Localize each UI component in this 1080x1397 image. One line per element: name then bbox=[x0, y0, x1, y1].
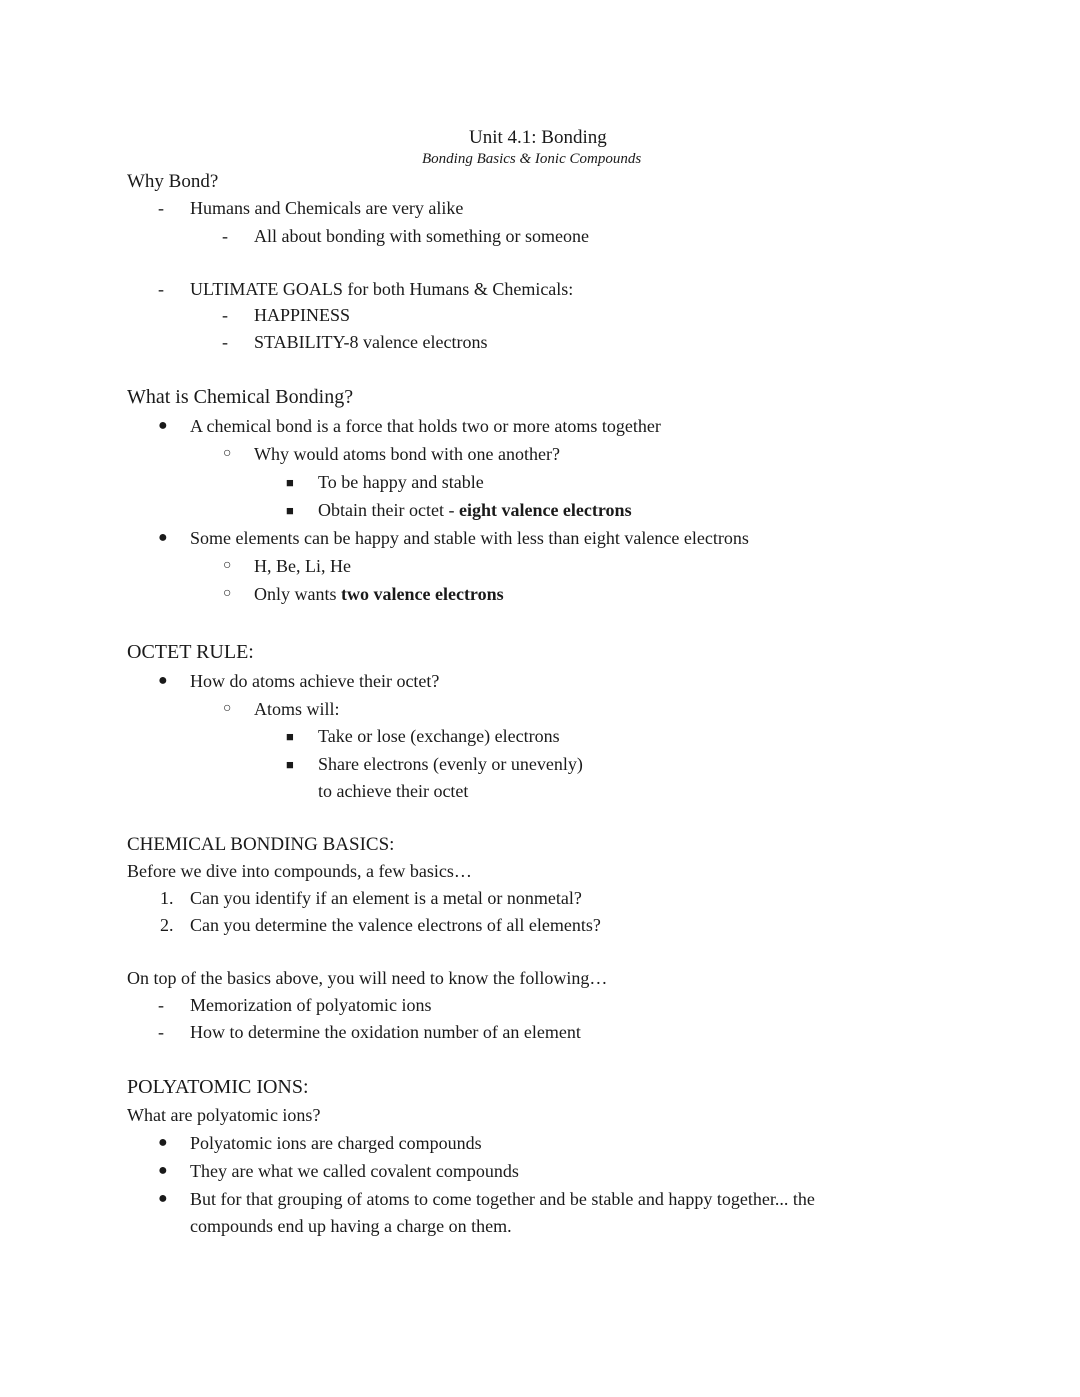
list-item-continuation: to achieve their octet bbox=[318, 781, 469, 801]
list-item bbox=[318, 501, 632, 519]
list-item: All about bonding with something or someone bbox=[254, 226, 589, 246]
list-number: 1. bbox=[160, 888, 174, 908]
list-item: How do atoms achieve their octet? bbox=[190, 671, 440, 691]
section-heading-why-bond: Why Bond? bbox=[127, 171, 219, 192]
dash-marker: - bbox=[158, 1022, 164, 1042]
paragraph-intro: Before we dive into compounds, a few basics… bbox=[127, 861, 472, 881]
list-item: Memorization of polyatomic ions bbox=[190, 995, 432, 1015]
emphasis-text: eight valence electrons bbox=[458, 500, 632, 520]
bullet-disc-marker: ● bbox=[158, 417, 168, 434]
bullet-square-marker: ■ bbox=[286, 729, 294, 744]
bullet-square-marker: ■ bbox=[286, 475, 294, 490]
list-item: HAPPINESS bbox=[254, 305, 351, 325]
list-item: Some elements can be happy and stable with less than eight valence electrons bbox=[190, 528, 749, 548]
bullet-disc-marker: ● bbox=[158, 1162, 168, 1179]
list-item-text: Obtain their octet - bbox=[318, 500, 459, 520]
bullet-square-marker: ■ bbox=[286, 757, 294, 772]
section-heading-polyatomic-ions: POLYATOMIC IONS: bbox=[127, 1076, 309, 1098]
list-item: Share electrons (evenly or unevenly) bbox=[318, 754, 583, 774]
list-item: To be happy and stable bbox=[318, 472, 484, 492]
dash-marker: - bbox=[158, 198, 164, 218]
list-item-text: Only wants bbox=[254, 584, 341, 604]
section-heading-basics: CHEMICAL BONDING BASICS: bbox=[127, 834, 395, 855]
dash-marker: - bbox=[222, 226, 228, 246]
bullet-disc-marker: ● bbox=[158, 672, 168, 689]
list-item: H, Be, Li, He bbox=[254, 556, 351, 576]
list-item: They are what we called covalent compounds bbox=[190, 1161, 519, 1181]
list-item: But for that grouping of atoms to come together and be stable and happy together... the bbox=[190, 1189, 815, 1209]
list-item: How to determine the oxidation number of an element bbox=[190, 1022, 581, 1042]
paragraph-question: What are polyatomic ions? bbox=[127, 1105, 321, 1125]
emphasis-text: two valence electrons bbox=[341, 584, 504, 604]
bullet-disc-marker: ● bbox=[158, 1134, 168, 1151]
list-item: Can you determine the valence electrons of all elements? bbox=[190, 915, 601, 935]
bullet-circle-marker: ○ bbox=[223, 558, 232, 573]
page-title: Unit 4.1: Bonding bbox=[469, 127, 607, 148]
dash-marker: - bbox=[158, 279, 164, 299]
list-number: 2. bbox=[160, 915, 174, 935]
bullet-circle-marker: ○ bbox=[223, 586, 232, 601]
list-item: Can you identify if an element is a metal or nonmetal? bbox=[190, 888, 582, 908]
list-item: A chemical bond is a force that holds two or more atoms together bbox=[190, 416, 661, 436]
paragraph-followup: On top of the basics above, you will need to know the following… bbox=[127, 968, 608, 988]
list-item-continuation: compounds end up having a charge on them. bbox=[190, 1216, 512, 1236]
section-heading-chemical-bonding: What is Chemical Bonding? bbox=[127, 386, 354, 408]
bullet-circle-marker: ○ bbox=[223, 701, 232, 716]
bullet-disc-marker: ● bbox=[158, 529, 168, 546]
bullet-disc-marker: ● bbox=[158, 1190, 168, 1207]
list-item: Humans and Chemicals are very alike bbox=[190, 198, 464, 218]
list-item: Why would atoms bond with one another? bbox=[254, 444, 560, 464]
list-item: STABILITY-8 valence electrons bbox=[254, 332, 488, 352]
dash-marker: - bbox=[222, 332, 228, 352]
list-item: ULTIMATE GOALS for both Humans & Chemicals: bbox=[190, 279, 574, 299]
dash-marker: - bbox=[158, 995, 164, 1015]
bullet-circle-marker: ○ bbox=[223, 446, 232, 461]
section-heading-octet-rule: OCTET RULE: bbox=[127, 641, 254, 663]
page-subtitle: Bonding Basics & Ionic Compounds bbox=[422, 151, 642, 167]
list-item: Polyatomic ions are charged compounds bbox=[190, 1133, 482, 1153]
list-item: Atoms will: bbox=[254, 699, 340, 719]
dash-marker: - bbox=[222, 305, 228, 325]
list-item: Take or lose (exchange) electrons bbox=[318, 726, 560, 746]
bullet-square-marker: ■ bbox=[286, 503, 294, 518]
list-item bbox=[254, 585, 504, 603]
